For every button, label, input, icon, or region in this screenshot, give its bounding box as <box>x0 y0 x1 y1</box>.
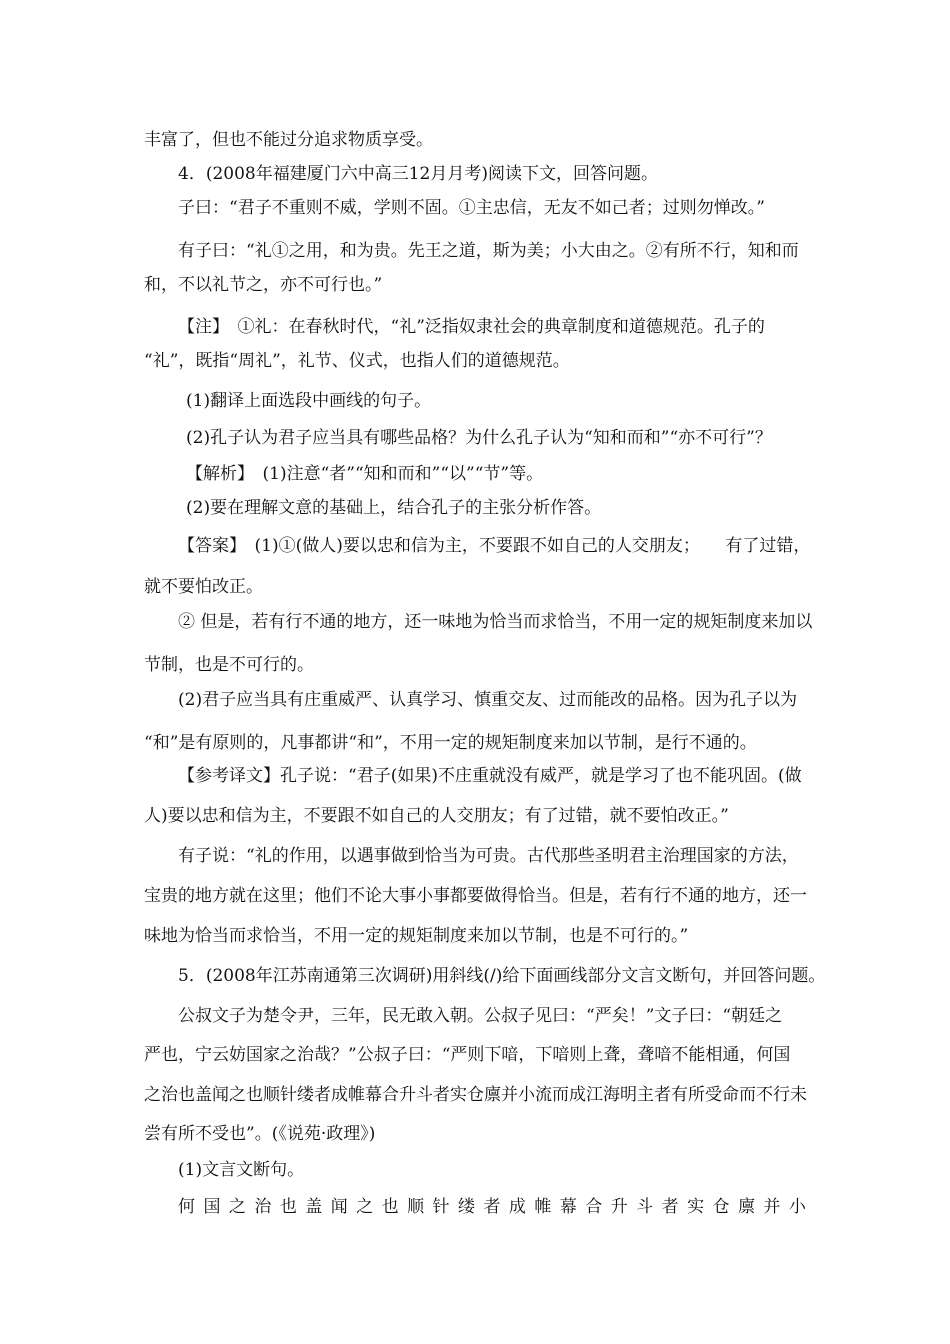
spaced-char: 也 <box>381 1197 399 1217</box>
spaced-char: 针 <box>432 1197 450 1217</box>
spaced-char: 之 <box>228 1197 246 1217</box>
translation-line: 味地为恰当而求恰当，不用一定的规矩制度来加以节制，也是不可行的。” <box>144 926 689 946</box>
spaced-char: 合 <box>585 1197 603 1217</box>
translation-line: 有子说：“礼的作用，以遇事做到恰当为可贵。古代那些圣明君主治理国家的方法， <box>178 846 799 866</box>
spaced-char: 廪 <box>737 1197 755 1217</box>
spaced-char: 国 <box>203 1197 221 1217</box>
passage-line: 公叔文子为楚令尹，三年，民无敢入朝。公叔子见曰：“严矣！”文子曰：“朝廷之 <box>178 1006 783 1026</box>
spaced-char: 并 <box>763 1197 781 1217</box>
answer-line: (2)君子应当具有庄重威严、认真学习、慎重交友、过而能改的品格。因为孔子以为 <box>178 690 798 710</box>
sub-question-2: (2)孔子认为君子应当具有哪些品格？为什么孔子认为“知和而和”“亦不可行”？ <box>186 428 772 448</box>
sentence-breaking-line <box>178 1197 806 1217</box>
analysis-line: (2)要在理解文意的基础上，结合孔子的主张分析作答。 <box>186 498 602 518</box>
question-5-heading: 5．(2008年江苏南通第三次调研)用斜线(/)给下面画线部分文言文断句，并回答问题。 <box>178 966 826 986</box>
question-4-heading: 4．(2008年福建厦门六中高三12月月考)阅读下文，回答问题。 <box>178 164 658 184</box>
spaced-char: 者 <box>661 1197 679 1217</box>
translation-line: 人)要以忠和信为主，不要跟不如自己的人交朋友；有了过错，就不要怕改正。” <box>144 806 729 826</box>
note-line: 【注】 ①礼：在春秋时代，“礼”泛指奴隶社会的典章制度和道德规范。孔子的 <box>178 317 765 337</box>
text-line: 子曰：“君子不重则不威，学则不固。①主忠信，无友不如己者；过则勿惮改。” <box>178 198 765 218</box>
spaced-char: 也 <box>279 1197 297 1217</box>
spaced-char: 者 <box>483 1197 501 1217</box>
translation-line: 【参考译文】孔子说：“君子(如果)不庄重就没有威严，就是学习了也不能巩固。(做 <box>178 766 802 786</box>
analysis-line: 【解析】 (1)注意“者”“知和而和”“以”“节”等。 <box>186 464 544 484</box>
spaced-char: 升 <box>610 1197 628 1217</box>
spaced-char: 盖 <box>305 1197 323 1217</box>
text-line: 丰富了，但也不能过分追求物质享受。 <box>144 130 433 150</box>
sub-question-1: (1)翻译上面选段中画线的句子。 <box>186 391 432 411</box>
answer-line: 就不要怕改正。 <box>144 577 263 597</box>
answer-line: 节制，也是不可行的。 <box>144 655 314 675</box>
answer-line: ② 但是，若有行不通的地方，还一味地为恰当而求恰当，不用一定的规矩制度来加以 <box>178 612 813 632</box>
answer-line: “和”是有原则的，凡事都讲“和”，不用一定的规矩制度来加以节制，是行不通的。 <box>144 733 757 753</box>
answer-line: 【答案】 (1)①(做人)要以忠和信为主，不要跟不如自己的人交朋友； 有了过错， <box>178 536 811 556</box>
spaced-char: 帷 <box>534 1197 552 1217</box>
spaced-char: 之 <box>356 1197 374 1217</box>
spaced-char: 幕 <box>559 1197 577 1217</box>
spaced-char: 实 <box>687 1197 705 1217</box>
sub-question-1: (1)文言文断句。 <box>178 1160 305 1180</box>
spaced-char: 缕 <box>457 1197 475 1217</box>
text-line: 和，不以礼节之，亦不可行也。” <box>144 275 383 295</box>
note-line: “礼”，既指“周礼”，礼节、仪式，也指人们的道德规范。 <box>144 351 570 371</box>
spaced-char: 顺 <box>407 1197 425 1217</box>
spaced-char: 治 <box>254 1197 272 1217</box>
spaced-char: 小 <box>788 1197 806 1217</box>
spaced-char: 何 <box>178 1197 195 1217</box>
spaced-char: 成 <box>508 1197 526 1217</box>
spaced-char: 斗 <box>636 1197 654 1217</box>
passage-line: 尝有所不受也”。(《说苑·政理》) <box>144 1124 376 1144</box>
spaced-char: 仓 <box>712 1197 730 1217</box>
spaced-char: 闻 <box>330 1197 348 1217</box>
translation-line: 宝贵的地方就在这里；他们不论大事小事都要做得恰当。但是，若有行不通的地方，还一 <box>144 886 807 906</box>
passage-line: 之治也盖闻之也顺针缕者成帷幕合升斗者实仓廪并小流而成江海明主者有所受命而不行未 <box>144 1085 807 1105</box>
text-line: 有子曰：“礼①之用，和为贵。先王之道，斯为美；小大由之。②有所不行，知和而 <box>178 241 799 261</box>
passage-line: 严也，宁云妨国家之治哉？”公叔子曰：“严则下喑，下喑则上聋，聋喑不能相通，何国 <box>144 1045 791 1065</box>
